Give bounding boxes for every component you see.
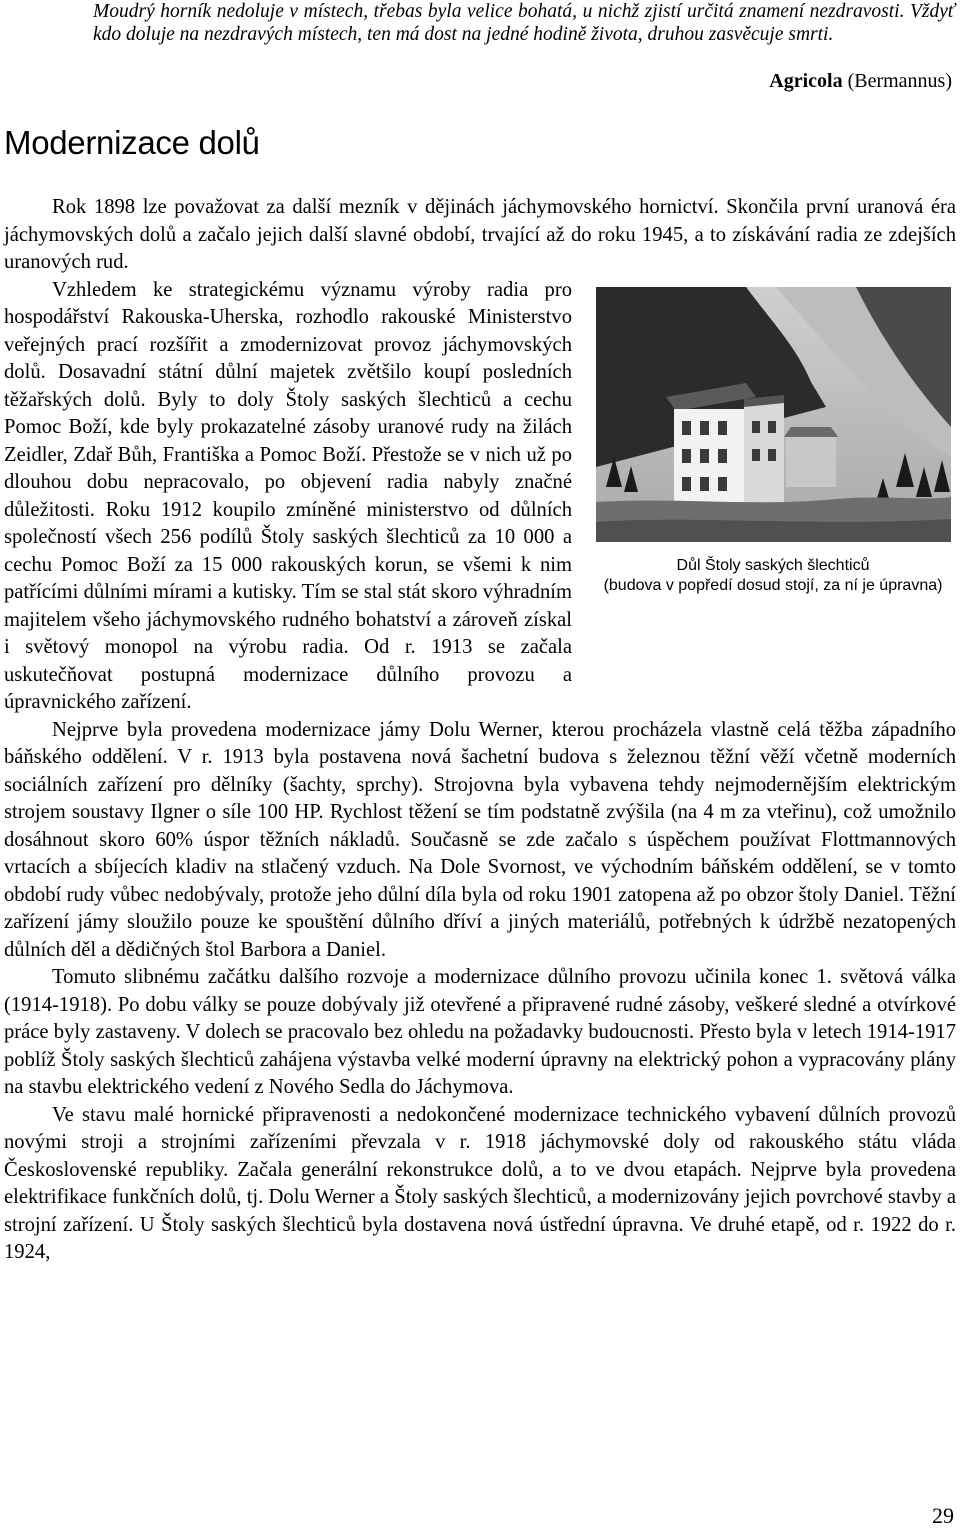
paragraph-5: Ve stavu malé hornické připravenosti a nedokončené modernizace technického vybavení důlních provozů novými stroji a strojními zařízeními převzala v r. 1918 jáchymovské doly od rakouského státu vláda Československé republiky. Začala generální rekonstrukce dolů, a to ve dvou etapách. Nejprve byla provedena elektrifikace funkčních dolů, tj. Dolu Werner a Štoly saských šlechticů, a modernizovány jejich povrchové stavby a strojní zařízení. U Štoly saských šlechticů byla dostavena nová ústřední úpravna. Ve druhé etapě, od r. 1922 do r. 1924, — [4, 1103, 956, 1263]
figure-caption — [590, 556, 956, 596]
paragraph-1: Rok 1898 lze považovat za další mezník v dějinách jáchymovského hornictví. Skončila první uranová éra jáchymovských dolů a začalo jejich další slavné období, trvající až do roku 1945, a to získávání radia ze zdejších uranových rud. — [4, 196, 956, 273]
motto-text: Moudrý horník nedoluje v místech, třebas byla velice bohatá, u nichž zjistí určitá znamení nezdravosti. Vždyť kdo doluje na nezdravých místech, ten má dost na jedné hodině života, druhou zasvěcuje smrti. — [93, 1, 955, 45]
paragraph-4: Tomuto slibnému začátku dalšího rozvoje a modernizace důlního provozu učinila konec 1. světová válka (1914-1918). Po dobu války se pouze dobývaly již otevřené a připravené rudné zásoby, veškeré sledné a otvírkové práce byly zastaveny. V dolech se pracovalo bez ohledu na požadavky budoucnosti. Přesto byla v letech 1914-1917 poblíž Štoly saských šlechticů zahájena výstavba velké moderní úpravny na elektrický pohon a vypracovány plány na stavbu elektrického vedení z Nového Sedla do Jáchymova. — [4, 966, 956, 1098]
section-heading: Modernizace dolů — [4, 124, 260, 161]
caption-line-1: Důl Štoly saských šlechticů — [676, 556, 870, 574]
figure — [590, 287, 956, 689]
motto-quote — [93, 0, 955, 46]
mine-photo — [596, 287, 951, 542]
caption-line-2: (budova v popředí dosud stojí, za ní je úpravna) — [603, 576, 943, 594]
paragraph-3: Nejprve byla provedena modernizace jámy Dolu Werner, kterou procházela vlastně celá těžba západního báňského oddělení. V r. 1913 byla postavena nová šachetní budova s železnou těžní věží včetně moderních sociálních zařízení pro dělníky (šachty, sprchy). Strojovna byla vybavena tehdy nejmodernějším elektrickým strojem soustavy Ilgner o síle 100 HP. Rychlost těžení se tím podstatně zvýšila (na 4 m za vteřinu), což umožnilo dosáhnout skoro 60% úspor těžních nákladů. Současně se zde začalo s úspěchem používat Flottmannových vrtacích a sbíjecích kladiv na stlačený vzduch. Na Dole Svornost, ve východním báňském oddělení, se v tomto období rudy vůbec nedobývaly, protože jeho důlní díla byla od roku 1901 zatopena až po obzor štoly Daniel. Těžní zařízení jámy sloužilo pouze ke spouštění důlního dříví a jiných materiálů, potřebných k údržbě nezatopených důlních děl a dědičných štol Barbora a Daniel. — [4, 718, 956, 961]
motto-author-alias: (Bermannus) — [847, 70, 952, 92]
paragraph-2: Vzhledem ke strategickému významu výroby radia pro hospodářství Rakouska-Uherska, rozhodlo rakouské Ministerstvo veřejných prací rozšířit a zmodernizovat provoz jáchymovských dolů. Dosavadní státní důlní majetek zvětšilo koupí posledních těžařských dolů. Byly to doly Štoly saských šlechticů a cechu Pomoc Boží, kde byly prokazatelné zásoby uranové rudy na žilách Zeidler, Zdař Bůh, Františka a Pomoc Boží. Přestože se v nich už po dlouhou dobu nepracovalo, po objevení radia nabyly značné důležitosti. Roku 1912 koupilo zmíněné ministerstvo od důlních společností všech 256 podílů Štoly saských šlechticů za 10 000 a cechu Pomoc Boží za 15 000 rakouských korun, se všemi k nim patřícími důlními mírami a kutisky. Tím se stal stát skoro výhradním majitelem všeho jáchymovského rudného bohatství a zároveň získal i světový monopol na výrobu radia. Od r. 1913 se začala uskutečňovat postupná modernizace důlního provozu a úpravnického zařízení. — [4, 278, 572, 713]
motto-author — [769, 70, 952, 93]
mine-building-photo-illustration — [596, 287, 951, 542]
page-number: 29 — [932, 1503, 954, 1528]
motto-author-name: Agricola — [769, 70, 843, 92]
article-body — [4, 194, 956, 1267]
